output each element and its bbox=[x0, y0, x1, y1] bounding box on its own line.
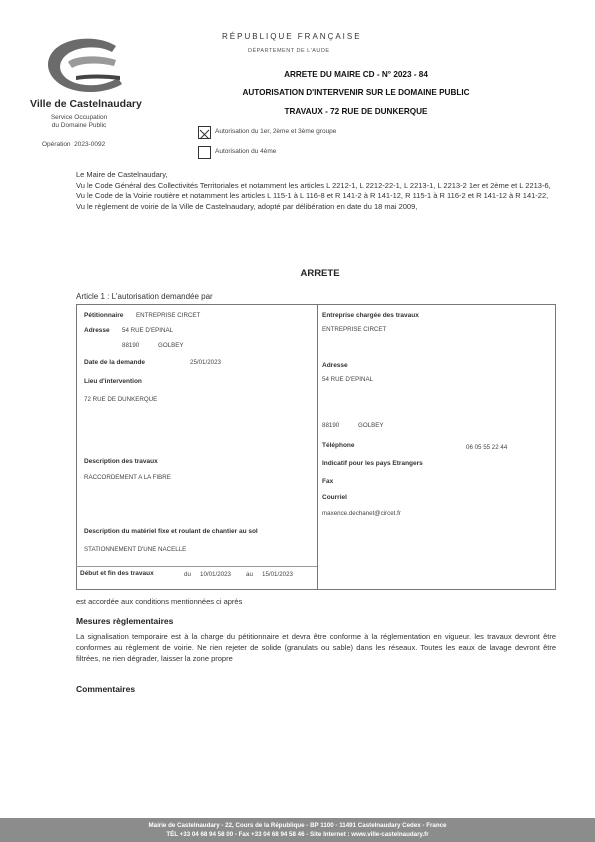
departement-heading: DÉPARTEMENT DE L'AUDE bbox=[248, 48, 330, 54]
lieu-label: Lieu d'intervention bbox=[84, 378, 142, 385]
checkbox-groupe-4[interactable] bbox=[198, 146, 211, 159]
courriel-value: maxence.dechanet@circet.fr bbox=[322, 510, 401, 517]
article-1: Article 1 : L'autorisation demandée par bbox=[76, 292, 213, 301]
telephone-value: 06 05 55 22 44 bbox=[466, 444, 508, 451]
courriel-label: Courriel bbox=[322, 494, 347, 501]
checkbox-label-groupe-1-3: Autorisation du 1er, 2ème et 3ème groupe bbox=[215, 128, 337, 135]
description-label: Description des travaux bbox=[84, 458, 158, 465]
autorisation-title: AUTORISATION D'INTERVENIR SUR LE DOMAINE PUBLIC bbox=[242, 88, 470, 97]
fax-label: Fax bbox=[322, 478, 334, 485]
service-line-2: du Domaine Public bbox=[51, 122, 107, 129]
entreprise-cp-value: 88190 bbox=[322, 422, 340, 429]
checkbox-groupe-1-3[interactable] bbox=[198, 126, 211, 139]
service-name bbox=[44, 114, 114, 130]
visa-line: Vu le Code Général des Collectivités Territoriales et notamment les articles L 2212-1, L 2212-22-1, L 2213-1, L 2213-2 1er et 2ème et L 2213-6, bbox=[76, 180, 551, 190]
materiel-label: Description du matériel fixe et roulant de chantier au sol bbox=[84, 528, 258, 535]
check-icon bbox=[199, 129, 210, 140]
indicatif-label: Indicatif pour les pays Etrangers bbox=[322, 460, 423, 467]
footer-address: Mairie de Castelnaudary - 22, Cours de la République - BP 1100 - 11491 Castelnaudary Cedex - France bbox=[148, 822, 447, 829]
lieu-value: 72 RUE DE DUNKERQUE bbox=[84, 396, 158, 403]
operation-value: 2023-0092 bbox=[74, 141, 106, 148]
footer bbox=[0, 818, 595, 842]
adresse-label: Adresse bbox=[84, 327, 110, 334]
telephone-label: Téléphone bbox=[322, 442, 355, 449]
arrete-heading: ARRETE bbox=[300, 268, 340, 279]
visa-line: Vu le règlement de voirie de la Ville de Castelnaudary, adopté par délibération en date du 18 mai 2009, bbox=[76, 201, 418, 211]
adresse-value: 54 RUE D'EPINAL bbox=[122, 327, 174, 334]
date-demande-label: Date de la demande bbox=[84, 359, 146, 366]
city-logo bbox=[38, 36, 130, 96]
mesures-heading: Mesures règlementaires bbox=[76, 616, 174, 626]
footer-contact: TÉL +33 04 68 94 58 00 - Fax +33 04 68 94 58 46 - Site Internet : www.ville-castelnaudary.fr bbox=[166, 830, 429, 838]
entreprise-adresse-label: Adresse bbox=[322, 362, 348, 369]
checkbox-label-groupe-4: Autorisation du 4ème bbox=[215, 148, 277, 155]
petitionnaire-label: Pétitionnaire bbox=[84, 312, 124, 319]
arrete-number: ARRETE DU MAIRE CD - N° 2023 - 84 bbox=[284, 70, 428, 79]
ville-value: GOLBEY bbox=[158, 342, 184, 349]
petitionnaire-value: ENTREPRISE CIRCET bbox=[136, 312, 201, 319]
entreprise-value: ENTREPRISE CIRCET bbox=[322, 326, 387, 333]
republique-heading: RÉPUBLIQUE FRANÇAISE bbox=[222, 32, 362, 41]
entreprise-adresse-value: 54 RUE D'EPINAL bbox=[322, 376, 374, 383]
travaux-title: TRAVAUX - 72 RUE DE DUNKERQUE bbox=[284, 107, 428, 116]
debut-fin-label: Début et fin des travaux bbox=[80, 570, 154, 577]
service-line-1: Service Occupation bbox=[50, 114, 108, 121]
materiel-value: STATIONNEMENT D'UNE NACELLE bbox=[84, 546, 187, 553]
visa-line: Vu le Code de la Voirie routière et notamment les articles L 115-1 à L 116-8 et R 141-2 à R 141-12, R 115-1 à R 116-2 et R 141-12 à R 141-22, bbox=[76, 191, 549, 200]
form-row-divider bbox=[76, 566, 317, 567]
date-fin-value: 15/01/2023 bbox=[262, 571, 293, 578]
entreprise-ville-value: GOLBEY bbox=[358, 422, 384, 429]
mesures-text: La signalisation temporaire est à la charge du pétitionnaire et devra être conforme à la réglementation en vigueur. les travaux devront être conformes au règlement de voirie. Ne rien rejeter de solide (granulats ou sable) dans les réseaux. Toutes les eaux de lavage devront être filtrées, ne rien dégrader, laisser la zone propre bbox=[76, 632, 556, 663]
operation-number bbox=[42, 141, 105, 148]
commentaires-heading: Commentaires bbox=[76, 684, 136, 694]
du-label: du bbox=[184, 571, 191, 578]
form-divider bbox=[317, 304, 318, 590]
city-name: Ville de Castelnaudary bbox=[30, 98, 142, 110]
date-demande-value: 25/01/2023 bbox=[190, 359, 221, 366]
visa-section bbox=[76, 170, 556, 212]
cp-value: 88190 bbox=[122, 342, 140, 349]
entreprise-label: Entreprise chargée des travaux bbox=[322, 312, 419, 319]
date-debut-value: 10/01/2023 bbox=[200, 571, 231, 578]
visa-line: Le Maire de Castelnaudary, bbox=[76, 170, 168, 179]
operation-label: Opération bbox=[42, 141, 71, 148]
accorde-text: est accordée aux conditions mentionnées ci après bbox=[76, 597, 243, 606]
au-label: au bbox=[246, 571, 253, 578]
description-value: RACCORDEMENT A LA FIBRE bbox=[84, 474, 171, 481]
